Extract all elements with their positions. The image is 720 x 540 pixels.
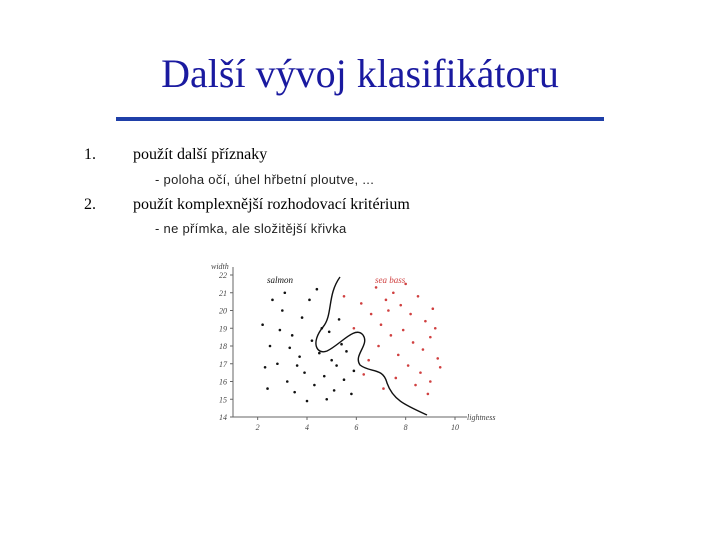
salmon-point <box>266 387 269 390</box>
sea-bass-point <box>424 320 427 323</box>
y-tick-label: 22 <box>219 271 227 280</box>
sea-bass-point <box>375 286 378 289</box>
salmon-point <box>284 291 287 294</box>
salmon-point <box>330 359 333 362</box>
annotation-sea-bass: sea bass <box>375 275 406 285</box>
salmon-point <box>261 323 264 326</box>
sea-bass-point <box>399 304 402 307</box>
salmon-point <box>276 362 279 365</box>
y-tick-label: 21 <box>219 288 227 298</box>
x-tick-label: 4 <box>305 423 309 432</box>
salmon-point <box>323 375 326 378</box>
x-tick-label: 6 <box>354 423 359 432</box>
salmon-point <box>353 370 356 373</box>
sea-bass-point <box>362 373 365 376</box>
x-tick-label: 10 <box>451 423 459 432</box>
sea-bass-point <box>382 387 385 390</box>
sea-bass-point <box>417 295 420 298</box>
sea-bass-point <box>419 371 422 374</box>
x-tick-label: 2 <box>255 423 260 432</box>
sea-bass-point <box>353 327 356 330</box>
item-text-2: použít komplexnější rozhodovací kritérium <box>133 196 410 213</box>
sea-bass-point <box>409 313 412 316</box>
salmon-point <box>308 299 311 302</box>
sea-bass-point <box>434 327 437 330</box>
sea-bass-point <box>402 329 405 332</box>
salmon-point <box>281 309 284 312</box>
salmon-point <box>286 380 289 383</box>
sea-bass-point <box>397 354 400 357</box>
salmon-point <box>333 389 336 392</box>
item-text-1: použít další příznaky <box>133 146 268 163</box>
chart-points <box>261 283 441 403</box>
salmon-point <box>264 366 267 369</box>
salmon-point <box>293 391 296 394</box>
y-axis-label: width <box>211 262 229 271</box>
sea-bass-point <box>432 307 435 310</box>
item-number-1: 1. <box>84 146 96 163</box>
salmon-point <box>296 364 299 367</box>
sea-bass-point <box>377 345 380 348</box>
y-tick-label: 15 <box>219 395 227 405</box>
sea-bass-point <box>439 366 442 369</box>
sea-bass-point <box>370 313 373 316</box>
y-tick-label: 20 <box>219 306 227 316</box>
salmon-point <box>316 288 319 291</box>
decision-boundary <box>316 277 427 415</box>
y-tick-label: 19 <box>219 324 227 334</box>
sea-bass-point <box>392 291 395 294</box>
y-ticks <box>219 271 233 422</box>
sea-bass-point <box>387 309 390 312</box>
salmon-point <box>303 371 306 374</box>
sea-bass-point <box>436 357 439 360</box>
scatter-chart <box>205 255 505 440</box>
salmon-point <box>335 364 338 367</box>
sea-bass-point <box>422 348 425 351</box>
salmon-point <box>288 346 291 349</box>
sea-bass-point <box>385 299 388 302</box>
chart-axes <box>233 267 467 417</box>
salmon-point <box>350 393 353 396</box>
sea-bass-point <box>414 384 417 387</box>
salmon-point <box>318 352 321 355</box>
x-tick-label: 8 <box>403 423 408 432</box>
salmon-point <box>301 316 304 319</box>
salmon-point <box>345 350 348 353</box>
salmon-point <box>271 299 274 302</box>
item-subtext-1: - poloha očí, úhel hřbetní ploutve, ... <box>155 172 375 187</box>
sea-bass-point <box>367 359 370 362</box>
sea-bass-point <box>429 336 432 339</box>
salmon-point <box>269 345 272 348</box>
salmon-point <box>311 339 314 342</box>
annotation-salmon: salmon <box>267 275 294 285</box>
salmon-point <box>279 329 282 332</box>
salmon-point <box>338 318 341 321</box>
x-ticks <box>256 417 459 432</box>
sea-bass-point <box>380 323 383 326</box>
sea-bass-point <box>343 295 346 298</box>
sea-bass-point <box>427 393 430 396</box>
salmon-point <box>291 334 294 337</box>
sea-bass-point <box>412 341 415 344</box>
salmon-point <box>325 398 328 401</box>
sea-bass-point <box>360 302 363 305</box>
item-subtext-2: - ne přímka, ale složitější křivka <box>155 221 347 236</box>
salmon-point <box>298 355 301 358</box>
sea-bass-point <box>395 377 398 380</box>
x-axis-label: lightness <box>467 413 496 422</box>
sea-bass-point <box>390 334 393 337</box>
y-tick-label: 14 <box>219 413 227 422</box>
salmon-point <box>306 400 309 403</box>
y-tick-label: 17 <box>219 359 227 369</box>
salmon-point <box>328 331 331 334</box>
y-tick-label: 16 <box>219 377 227 387</box>
item-number-2: 2. <box>84 196 96 213</box>
salmon-point <box>340 343 343 346</box>
salmon-point <box>343 378 346 381</box>
y-tick-label: 18 <box>219 342 227 351</box>
sea-bass-point <box>407 364 410 367</box>
salmon-point <box>313 384 316 387</box>
slide-title: Další vývoj klasifikátoru <box>161 51 559 96</box>
title-underline <box>116 117 604 121</box>
sea-bass-point <box>429 380 432 383</box>
